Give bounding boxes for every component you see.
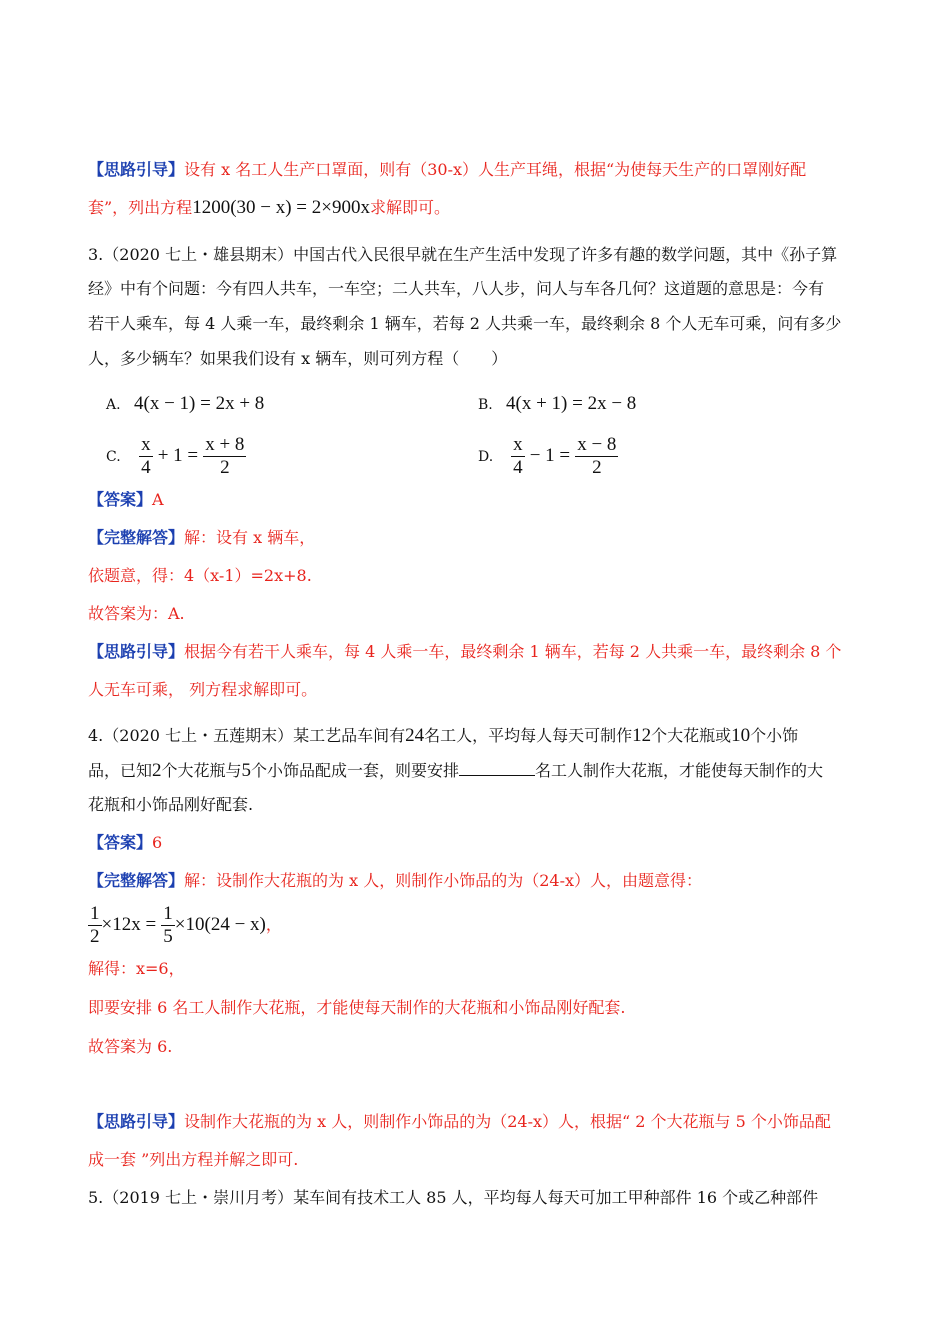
hint1-line2 <box>88 197 450 219</box>
option-expr: 4(x + 1) = 2x − 8 <box>506 393 637 414</box>
option-label: B. <box>478 397 493 413</box>
q4-solution2: 解得：x=6， <box>88 959 185 978</box>
q4-hint2: 成一套 ”列出方程并解之即可. <box>88 1150 299 1169</box>
hint-label: 【思路引导】 <box>88 1112 185 1131</box>
q3-line4: 人，多少辆车？如果我们设有 x 辆车，则可列方程（ ） <box>88 349 508 368</box>
q4-hint1: 【思路引导】设制作大花瓶的为 x 人，则制作小饰品的为（24-x）人，根据“ 2 个大花瓶与 5 个小饰品配 <box>88 1112 831 1131</box>
answer-blank <box>459 759 535 776</box>
q4-solution4: 故答案为 6. <box>88 1037 173 1056</box>
hint-label: 【思路引导】 <box>88 160 185 179</box>
answer-label: 【答案】 <box>88 490 153 509</box>
solution-label: 【完整解答】 <box>88 528 185 547</box>
q4-solution1: 【完整解答】解：设制作大花瓶的为 x 人，则制作小饰品的为（24-x）人，由题意得： <box>88 871 703 890</box>
q3-line2: 经》中有个问题：今有四人共车，一车空；二人共车，八人步，问人与车各几何？这道题的意思是：今有 <box>88 279 825 298</box>
hint-text: 套”，列出方程 <box>88 198 193 217</box>
fraction: $\frac{x + 8}{2}$ <box>205 434 245 478</box>
q4-equation: $\frac{1}{2}$ ×12x = $\frac{1}{5}$ ×10(24 − x)， <box>90 903 282 947</box>
q3-hint1: 【思路引导】根据今有若干人乘车，每 4 人乘一车，最终剩余 1 辆车，若每 2 人共乘一车，最终剩余 8 个 <box>88 642 842 661</box>
option-c: C. $\frac{x}{4}$ + 1 = $\frac{x + 8}{2}$ <box>106 434 245 478</box>
hint-text: 求解即可。 <box>370 198 451 217</box>
q4-solution3: 即要安排 6 名工人制作大花瓶，才能使每天制作的大花瓶和小饰品刚好配套. <box>88 998 626 1017</box>
q3-solution1: 【完整解答】解：设有 x 辆车， <box>88 528 316 547</box>
q3-solution2: 依题意，得：4（x-1）=2x+8. <box>88 566 312 585</box>
q4-line1: 4.（2020 七上・五莲期末）某工艺品车间有24名工人，平均每人每天可制作12个大花瓶或10个小饰 <box>88 725 799 746</box>
hint-label: 【思路引导】 <box>88 642 185 661</box>
q4-answer <box>88 832 162 854</box>
option-label: C. <box>106 449 121 465</box>
option-a <box>106 393 264 416</box>
option-expr: 4(x − 1) = 2x + 8 <box>134 393 265 414</box>
fraction: $\frac{1}{5}$ <box>163 903 173 947</box>
option-d: D. $\frac{x}{4}$ − 1 = $\frac{x - 8}{2}$ <box>478 434 617 478</box>
option-label: D. <box>478 449 494 465</box>
q3-answer <box>88 489 164 511</box>
hint-text: 设有 x 名工人生产口罩面，则有（30-x）人生产耳绳，根据“为使每天生产的口罩刚好配 <box>184 160 807 179</box>
fraction: $\frac{1}{2}$ <box>90 903 100 947</box>
q5-line1: 5.（2019 七上・崇川月考）某车间有技术工人 85 人，平均每人每天可加工甲种部件 16 个或乙种部件 <box>88 1188 819 1207</box>
equation: 1200(30 − x) = 2×900x <box>192 197 370 218</box>
fraction: $\frac{x - 8}{2}$ <box>577 434 617 478</box>
answer-value: A <box>152 490 164 509</box>
solution-label: 【完整解答】 <box>88 871 185 890</box>
fraction: $\frac{x}{4}$ <box>141 434 151 478</box>
fraction: $\frac{x}{4}$ <box>513 434 523 478</box>
option-label: A. <box>106 397 121 413</box>
option-b <box>478 393 636 416</box>
q3-line1: 3.（2020 七上・雄县期末）中国古代入民很早就在生产生活中发现了许多有趣的数学问题，其中《孙子算 <box>88 245 838 264</box>
answer-value: 6 <box>152 833 163 852</box>
q3-solution3: 故答案为：A. <box>88 604 185 623</box>
q4-line3: 花瓶和小饰品刚好配套. <box>88 795 254 814</box>
q3-line3: 若干人乘车，每 4 人乘一车，最终剩余 1 辆车，若每 2 人共乘一车，最终剩余 8 个人无车可乘，问有多少 <box>88 314 842 333</box>
answer-label: 【答案】 <box>88 833 153 852</box>
q4-line2: 品，已知2个大花瓶与5个小饰品配成一套，则要安排 名工人制作大花瓶，才能使每天制作的大 <box>88 760 824 781</box>
q3-hint2: 人无车可乘， 列方程求解即可。 <box>88 680 318 699</box>
hint1-line1 <box>88 159 806 181</box>
